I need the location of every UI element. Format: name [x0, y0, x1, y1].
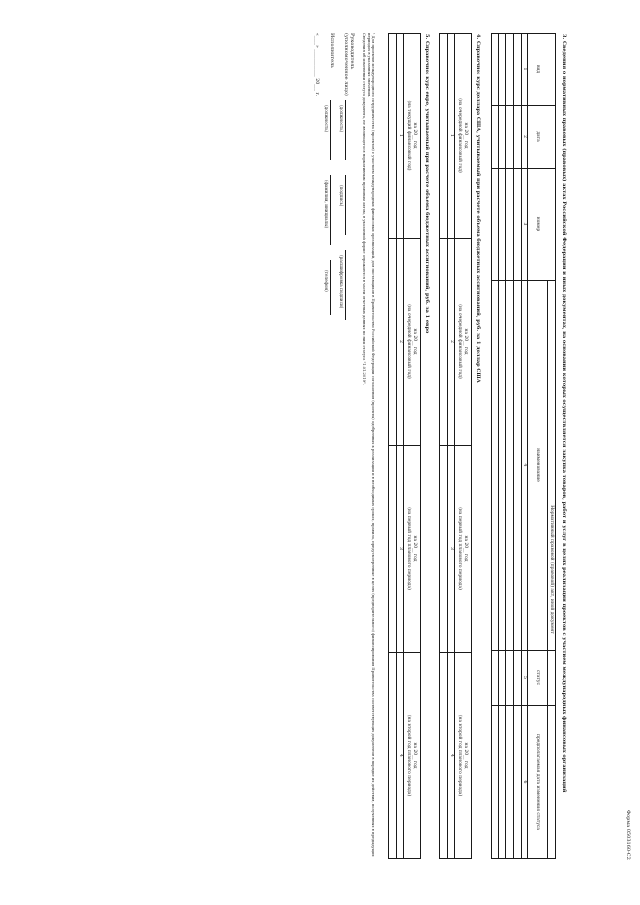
- section5-col1-period: на 20__ год: [412, 122, 417, 149]
- executor-phone-caption: (телефон): [324, 270, 329, 292]
- section5-num-3: 3: [398, 547, 403, 550]
- section5-num-1: 1: [398, 134, 403, 137]
- section5-col1-sub: (на текущий финансовый год): [406, 100, 411, 171]
- head-decoding-line: [345, 250, 346, 320]
- section3-num-5: 5: [522, 676, 527, 679]
- footnote-line-2: Сведения об изменении статуса документа, не являющегося нормативным правовым актом, в указанной форме отражаются в части отчетных данных по ним статуса "1.01.2019".: [362, 33, 366, 385]
- head-decoding-caption: (расшифровка подписи): [339, 255, 344, 309]
- section3-col-name: наименование: [535, 448, 540, 482]
- head-sub-label: (уполномоченное лицо): [343, 33, 349, 96]
- section5-col2-sub: (на очередной финансовый год): [406, 304, 411, 379]
- section3-col-status: статус: [535, 670, 540, 685]
- section4-num-2: 2: [449, 340, 454, 343]
- section4-col2-sub: (на очередной финансовый год): [457, 304, 462, 379]
- form-code: Форма 0503160-С2: [625, 810, 631, 860]
- head-label: Руководитель: [349, 33, 355, 70]
- head-position-line: [345, 100, 346, 160]
- head-signature-line: [345, 175, 346, 235]
- executor-name-line: [330, 175, 331, 245]
- section3-num-3: 3: [522, 222, 527, 226]
- section4-col1-sub: (на очередной финансовый год): [457, 98, 462, 173]
- section5-title: 5. Справочно: курс евро, учитываемый при расчете объема бюджетных ассигнований, руб. за 1 евро: [424, 34, 430, 334]
- section4-col2-period: на 20__ год: [463, 328, 468, 355]
- head-signature-caption: (подпись): [339, 185, 344, 207]
- section4-col4-period: на 20__ год: [463, 742, 468, 769]
- section3-num-6: 6: [522, 780, 527, 784]
- section5-num-2: 2: [398, 340, 403, 343]
- section3-col-vid: вид: [535, 64, 540, 74]
- section5-col2-period: на 20__ год: [412, 328, 417, 355]
- section3-col-number: номер: [535, 216, 540, 232]
- section4-title: 4. Справочно: курс доллара США, учитываемый при расчете объема бюджетных ассигнований, руб. за 1 доллар США: [475, 34, 481, 383]
- section5-col4-period: на 20__ год: [412, 742, 417, 769]
- section4-col3-period: на 20__ год: [463, 535, 468, 562]
- date-line: «____» ____________ 20___ г.: [314, 33, 319, 97]
- section3-col-status-date: предполагаемая дата изменения статуса: [535, 734, 540, 830]
- executor-name-caption: (фамилия, инициалы): [324, 180, 329, 229]
- executor-label: Исполнитель: [329, 33, 335, 68]
- section5-col3-period: на 20__ год: [412, 535, 417, 562]
- executor-position-line: [330, 100, 331, 160]
- section4-num-4: 4: [449, 754, 454, 757]
- section3-title: 3. Сведения о нормативных правовых (правовых) актах Российской Федерации и иных документах, на основании которых осуществляется закупка товаров, работ и услуг в целях реализации проектов с участием международных финансовых организаций: [561, 34, 567, 793]
- executor-phone-line: [330, 260, 331, 315]
- section5-col3-sub: (на первый год планового периода): [406, 507, 411, 590]
- section3-num-4: 4: [522, 463, 527, 467]
- section4-num-1: 1: [449, 134, 454, 137]
- section3-num-2: 2: [522, 135, 527, 138]
- executor-position-caption: (должность): [324, 105, 329, 133]
- head-position-caption: (должность): [339, 105, 344, 133]
- section3-col-date: дата: [535, 131, 540, 142]
- section4-num-3: 3: [449, 547, 454, 550]
- footnote-line-1: ¹ Для проектов международного сотрудничества (проектов) с участием международных финансовых организаций, для поставщиков в Правительство Российской Федерации соглашения (проекты) одобренных к реализации и в необходимых сроках, правила, предусмотренные в целях (предварительного) финансирования Правительства соответствующих документов в порядке их действия, полученных в предыдущих периодах в указанных значения.: [366, 33, 375, 857]
- section3-num-1: 1: [522, 67, 527, 71]
- section4-col3-sub: (на первый год планового периода): [457, 507, 462, 590]
- section5-num-4: 4: [398, 754, 403, 757]
- section3-group-header: Нормативный правовой (правовой) акт, иной документ: [549, 505, 554, 634]
- section4-col4-sub: (на второй год планового периода): [457, 714, 462, 797]
- section5-col4-sub: (на второй год планового периода): [406, 714, 411, 797]
- section4-col1-period: на 20__ год: [463, 122, 468, 149]
